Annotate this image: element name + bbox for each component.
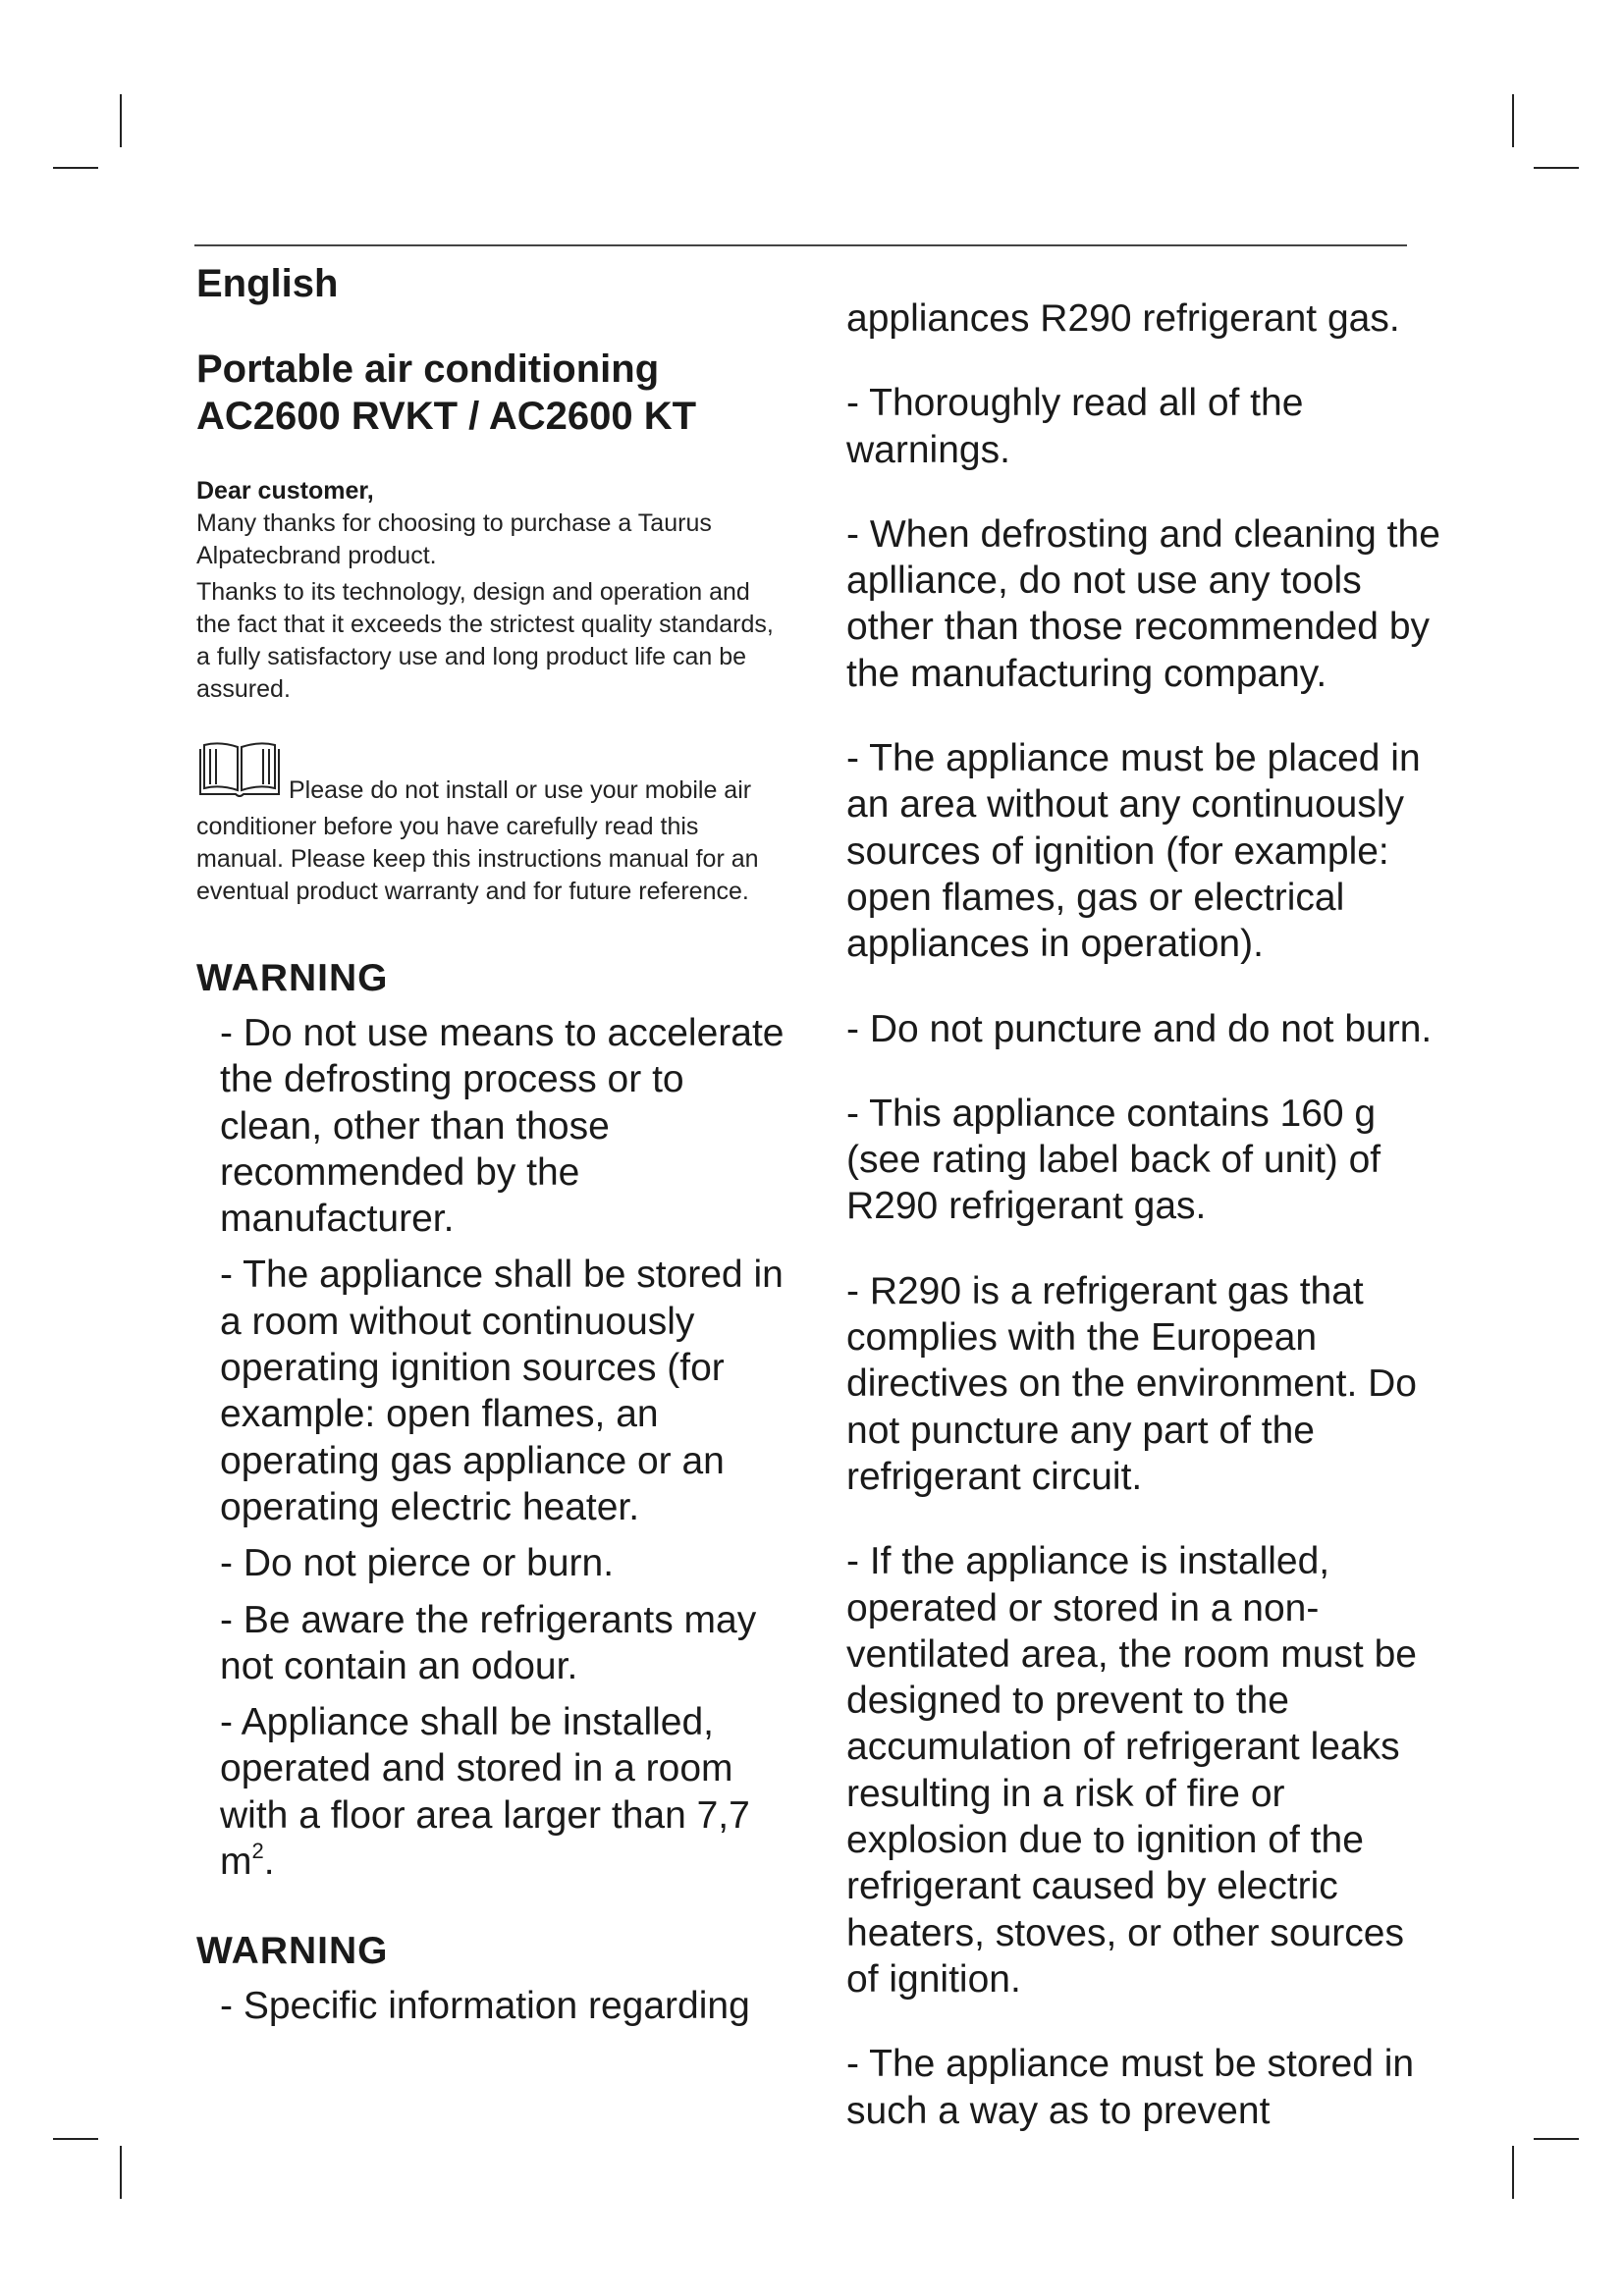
greeting: Dear customer, <box>196 477 374 505</box>
intro-paragraph-2: Thanks to its technology, design and operation and the fact that it exceeds the strictest quality standards, a fully satisfactory use and long product life can be assured. <box>196 578 774 703</box>
header-rule <box>194 244 1407 246</box>
read-manual-notice <box>196 739 785 908</box>
crop-mark-bottom-right-horizontal <box>1534 2138 1579 2140</box>
right-column <box>846 257 1440 2172</box>
warning-item: - Thoroughly read all of the warnings. <box>846 382 1304 471</box>
warning-item: - Do not puncture and do not burn. <box>846 1007 1433 1050</box>
warning-item: - Do not use means to accelerate the defrosting process or to clean, other than those recommended by the manufacturer. <box>220 1012 785 1241</box>
product-title <box>196 346 785 440</box>
warning-item: - Do not pierce or burn. <box>220 1542 615 1585</box>
area-superscript: 2 <box>251 1839 264 1864</box>
warning-item: - The appliance must be placed in an area without any continuously sources of ignition (for example: open flames, gas or electrical appliances in operation). <box>846 737 1421 966</box>
product-model-line: AC2600 RVKT / AC2600 KT <box>196 395 697 438</box>
crop-mark-top-left-horizontal <box>53 167 98 169</box>
warning-item: - The appliance shall be stored in a room without continuously operating ignition sources (for example: open flames, an operating gas appliance or an operating electric heater. <box>220 1254 784 1528</box>
intro-paragraph-1: Many thanks for choosing to purchase a Taurus Alpatecbrand product. <box>196 509 712 569</box>
manual-book-icon <box>196 739 283 811</box>
crop-mark-top-right-horizontal <box>1534 167 1579 169</box>
intro-text <box>196 507 785 706</box>
warning-item: - This appliance contains 160 g (see rating label back of unit) of R290 refrigerant gas. <box>846 1092 1381 1228</box>
warning-heading-2: WARNING <box>196 1930 389 1973</box>
crop-mark-top-left-vertical <box>120 94 122 147</box>
product-title-line1: Portable air conditioning <box>196 347 660 391</box>
warning-item: - If the appliance is installed, operated or stored in a non-ventilated area, the room must be designed to prevent to the accumulation of refrigerant leaks resulting in a risk of fire or explosion due to ignition of the refrigerant caused by electric heaters, stoves, or other sources of ignition. <box>846 1540 1417 2001</box>
warning-item: - Specific information regarding <box>220 1985 750 2028</box>
area-suffix: . <box>263 1841 275 1884</box>
left-column <box>196 257 785 2040</box>
warning-item: - R290 is a refrigerant gas that complies with the European directives on the environment. Do not puncture any part of the refrigerant circuit. <box>846 1269 1417 1498</box>
continuation-text: appliances R290 refrigerant gas. <box>846 297 1400 340</box>
crop-mark-bottom-left-vertical <box>120 2146 122 2199</box>
crop-mark-top-right-vertical <box>1512 94 1514 147</box>
warning-item: - When defrosting and cleaning the aplliance, do not use any tools other than those recommended by the manufacturing company. <box>846 512 1440 695</box>
language-heading: English <box>196 262 339 305</box>
warning-heading-1: WARNING <box>196 957 389 999</box>
warning-list-2 <box>196 1983 785 2029</box>
crop-mark-bottom-left-horizontal <box>53 2138 98 2140</box>
warning-item: - The appliance must be stored in such a way as to prevent <box>846 2043 1415 2132</box>
crop-mark-bottom-right-vertical <box>1512 2146 1514 2199</box>
warning-item: - Be aware the refrigerants may not contain an odour. <box>220 1598 757 1687</box>
notice-text: Please do not install or use your mobile air conditioner before you have carefully read this manual. Please keep this instructions manual for an eventual product warranty and for future reference. <box>196 776 759 905</box>
floor-area-text: - Appliance shall be installed, operated and stored in a room with a floor area larger than 7,7 m <box>220 1701 750 1884</box>
warning-item-floor-area <box>220 1699 785 1885</box>
warning-list-1 <box>196 1010 785 1885</box>
